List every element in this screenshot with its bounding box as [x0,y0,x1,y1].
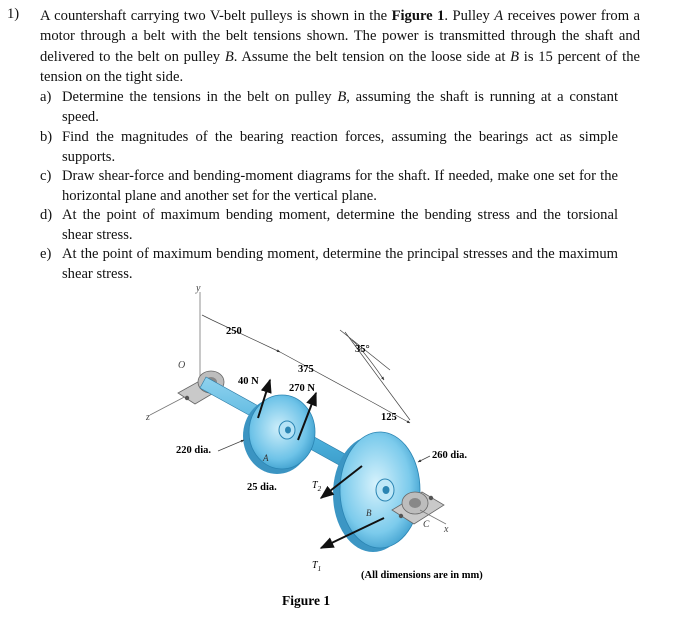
part-text-1: Determine the tensions in the belt on pulley [62,89,338,105]
part-text-2: , assuming the shaft is running at a constant speed. [62,89,618,126]
intro-text-4: . Assume the belt tension on the loose side at [233,48,511,65]
part-text: Find the magnitudes of the bearing reaction forces, assuming the bearings act as simple supports. [62,129,618,166]
part-label: d) [40,207,53,223]
dim-125-label: 125 [381,412,397,423]
dia-260-label: 260 dia. [432,450,468,461]
part-label: e) [40,246,52,262]
intro-text-5: is 15 percent of the tension on the tight side. [40,48,640,85]
intro-text-3: receives power from a motor through a belt with the belt tensions shown. The power is transmitted through the shaft and delivered to the belt on pulley [40,8,640,65]
dia-220-leader [218,440,244,451]
dimension-note: (All dimensions are in mm) [361,570,483,581]
figure-reference: Figure 1 [391,8,445,24]
pulley-b-ref-2: B [510,48,520,65]
dim-375-label: 375 [298,364,314,375]
pulley-b-label: B [366,508,372,518]
z-axis-label: z [146,412,150,423]
part-label: a) [40,89,52,105]
x-axis-label: x [444,524,449,535]
pulley-a-ref: A [494,8,504,24]
part-text: Draw shear-force and bending-moment diagrams for the shaft. If needed, make one set for the horizontal plane and another set for the vertical plane. [62,168,618,205]
intro-text-1: A countershaft carrying two V-belt pulleys is shown in the [40,8,392,24]
figure-caption: Figure 1 [282,593,331,608]
part-emphasis: B [337,89,347,105]
part-text: At the point of maximum bending moment, determine the bending stress and the torsional shear stress. [62,207,618,244]
bearing-c-label: C [423,520,430,530]
force-270n-label: 270 N [289,383,315,394]
dia-25-label: 25 dia. [247,482,277,493]
problem-number: 1) [7,6,20,22]
part-label: c) [40,168,52,184]
force-40n-label: 40 N [238,376,259,387]
dim-line-375 [280,352,372,402]
dia-260-leader [418,456,430,462]
intro-text-2: . Pulley [444,8,495,24]
t2-label: $T_2$ [312,480,322,493]
part-text: At the point of maximum bending moment, determine the principal stresses and the maximum shear stress. [62,246,618,283]
origin-label: O [178,360,186,371]
part-label: b) [40,129,53,145]
dim-line-250-ext [202,315,212,320]
pulley-b-ref: B [224,48,234,65]
pulley-a-label: A [263,453,269,463]
dim-250-label: 250 [226,326,242,337]
dim-line-250 [212,320,280,352]
dia-220-label: 220 dia. [176,445,212,456]
pulley-b [333,432,420,552]
t1-label: $T_1$ [312,560,322,573]
angle-label: 35° [355,344,370,355]
y-axis-label: y [196,283,201,294]
